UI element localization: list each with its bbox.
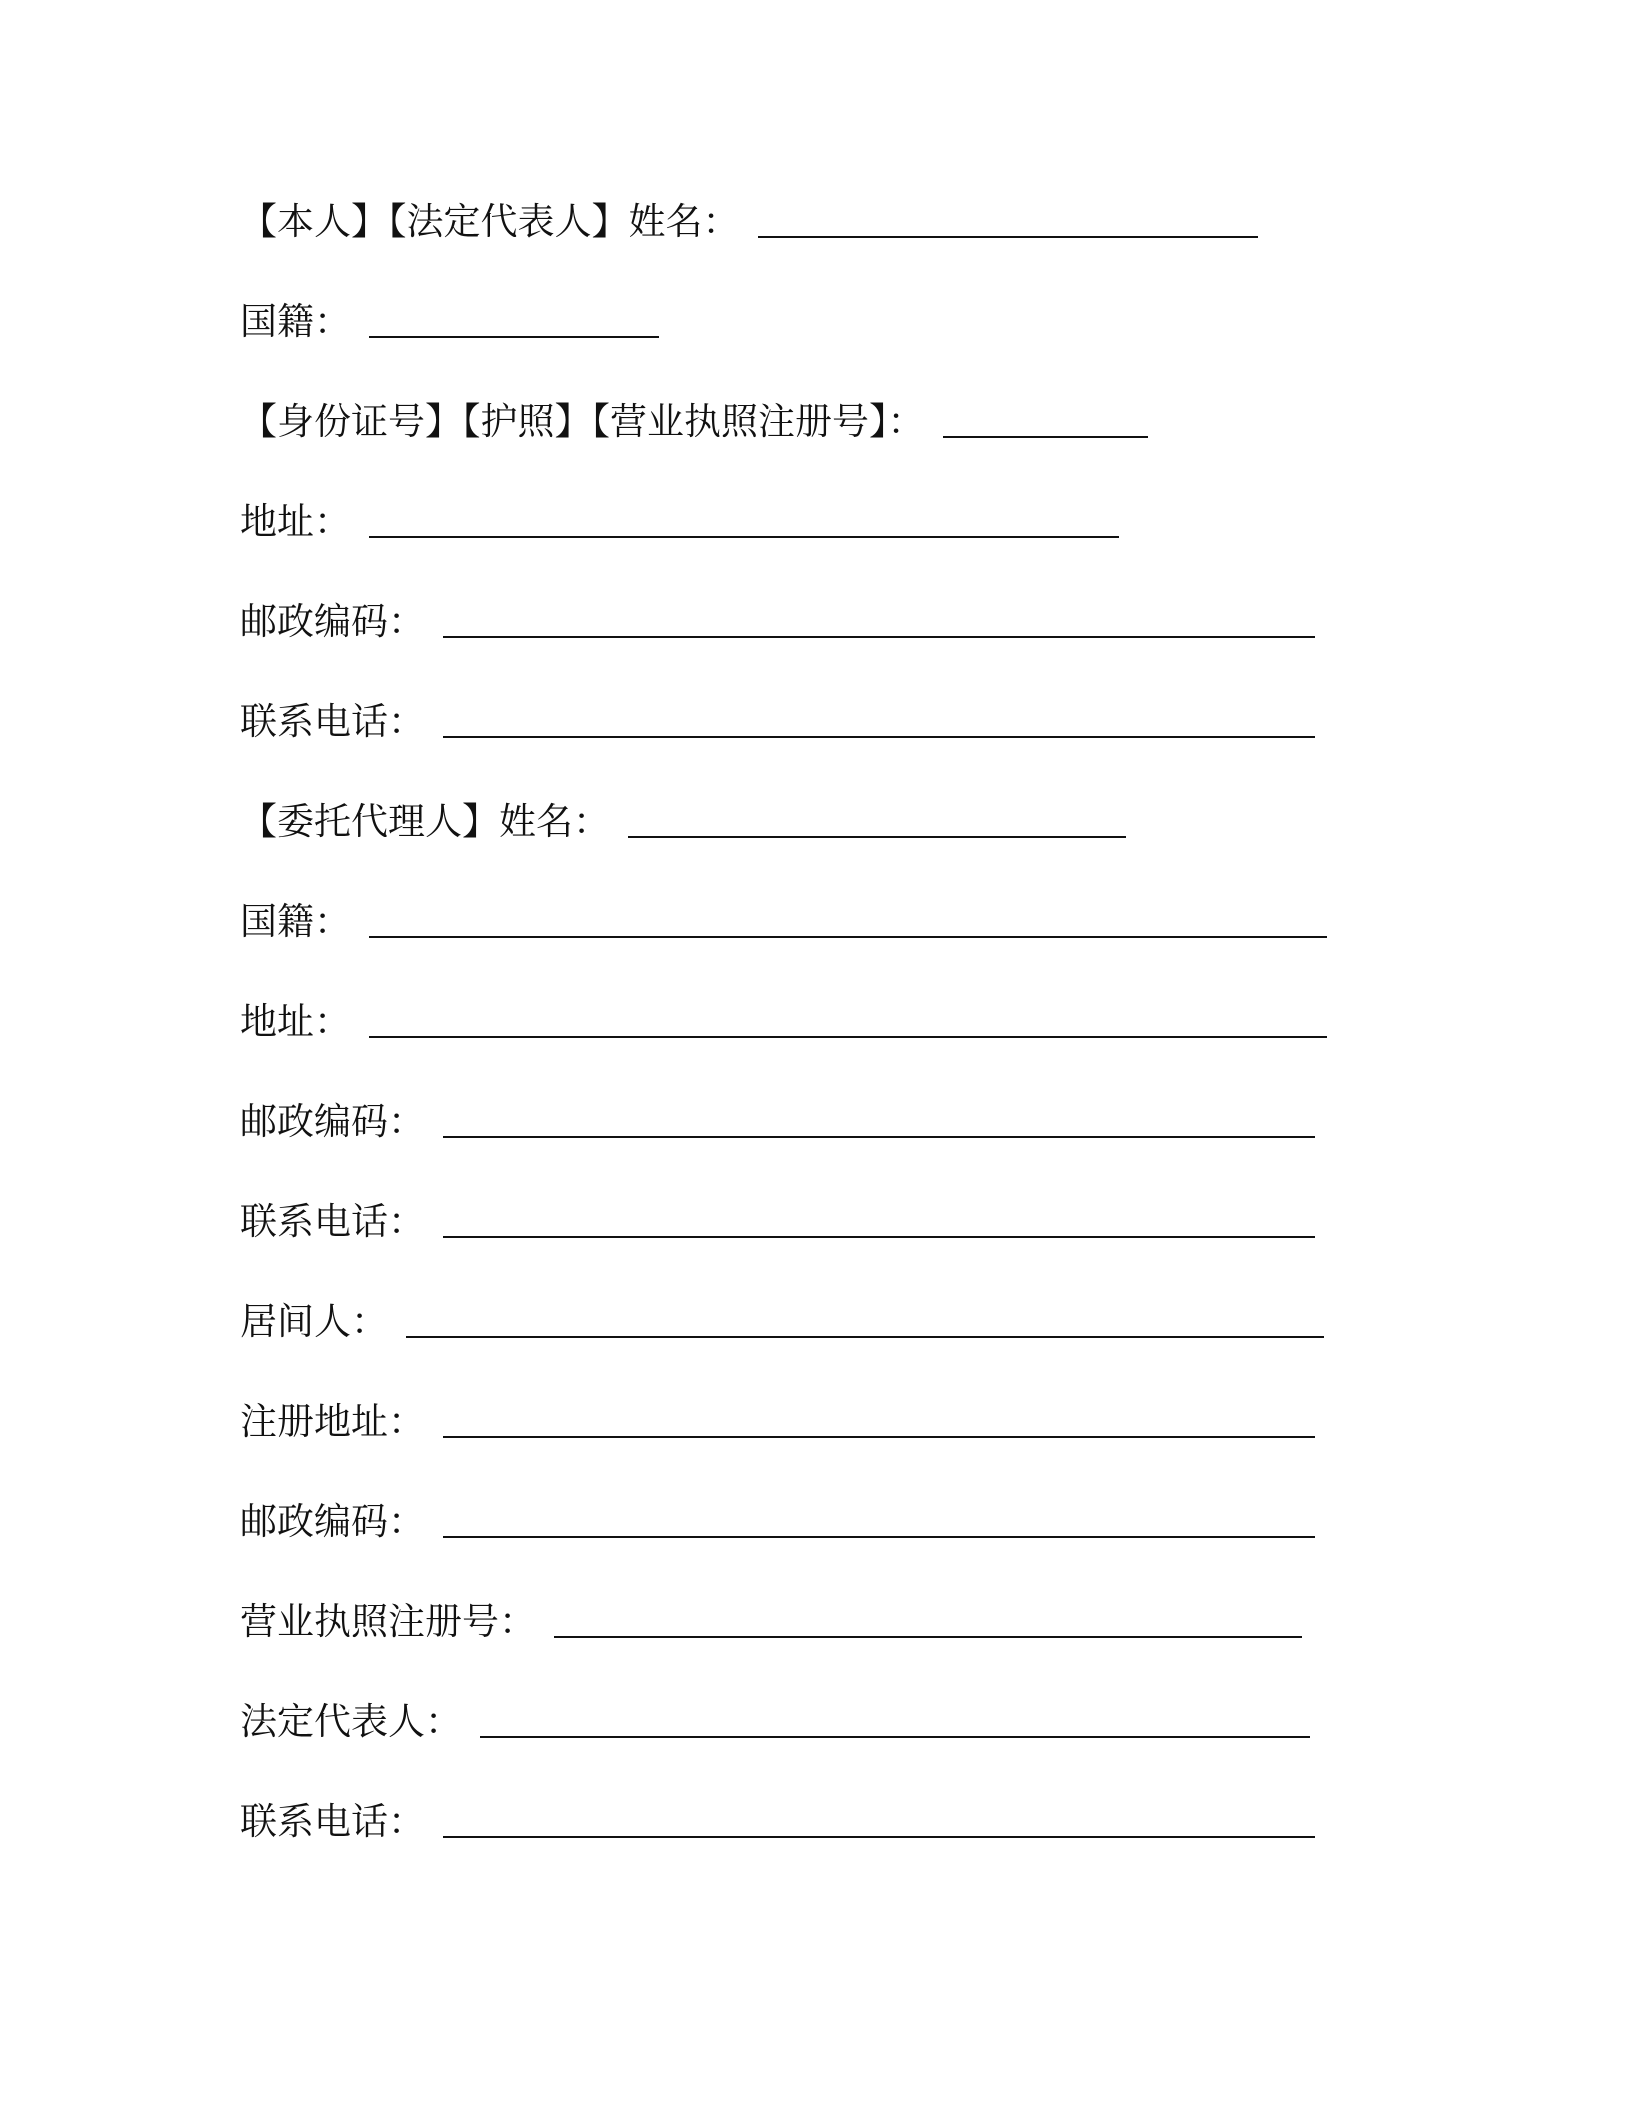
principal-postcode-blank[interactable]: [443, 636, 1315, 638]
intermediary-phone-line: [240, 1792, 1315, 1852]
intermediary-blank[interactable]: [406, 1336, 1324, 1338]
intermediary-postcode-label: 邮政编码：: [240, 1500, 425, 1543]
principal-postcode-line: [240, 592, 1315, 652]
intermediary-legal-rep-line: [240, 1692, 1310, 1752]
principal-phone-label: 联系电话：: [240, 700, 425, 743]
intermediary-postcode-blank[interactable]: [443, 1536, 1315, 1538]
intermediary-license-label: 营业执照注册号：: [240, 1600, 536, 1643]
principal-name-label: 【本人】【法定代表人】姓名：: [240, 200, 740, 243]
agent-name-line: [240, 792, 1126, 852]
principal-id-label: 【身份证号】【护照】【营业执照注册号】：: [240, 400, 925, 443]
agent-nationality-label: 国籍：: [240, 900, 351, 943]
agent-postcode-line: [240, 1092, 1315, 1152]
agent-postcode-blank[interactable]: [443, 1136, 1315, 1138]
principal-nationality-line: [240, 292, 659, 352]
intermediary-label: 居间人：: [240, 1300, 388, 1343]
principal-address-line: [240, 492, 1119, 552]
intermediary-legal-rep-label: 法定代表人：: [240, 1700, 462, 1743]
intermediary-address-blank[interactable]: [443, 1436, 1315, 1438]
intermediary-address-line: [240, 1392, 1315, 1452]
agent-address-line: [240, 992, 1327, 1052]
principal-phone-line: [240, 692, 1315, 752]
principal-postcode-label: 邮政编码：: [240, 600, 425, 643]
agent-address-blank[interactable]: [369, 1036, 1327, 1038]
principal-nationality-blank[interactable]: [369, 336, 659, 338]
agent-nationality-blank[interactable]: [369, 936, 1327, 938]
agent-name-label: 【委托代理人】姓名：: [240, 800, 610, 843]
agent-name-blank[interactable]: [628, 836, 1126, 838]
intermediary-phone-blank[interactable]: [443, 1836, 1315, 1838]
agent-phone-blank[interactable]: [443, 1236, 1315, 1238]
principal-address-blank[interactable]: [369, 536, 1119, 538]
principal-id-line: [240, 392, 1148, 452]
intermediary-legal-rep-blank[interactable]: [480, 1736, 1310, 1738]
principal-name-line: [240, 192, 1258, 252]
intermediary-line: [240, 1292, 1324, 1352]
intermediary-license-blank[interactable]: [554, 1636, 1302, 1638]
principal-name-blank[interactable]: [758, 236, 1258, 238]
intermediary-address-label: 注册地址：: [240, 1400, 425, 1443]
agent-postcode-label: 邮政编码：: [240, 1100, 425, 1143]
principal-id-blank[interactable]: [943, 436, 1148, 438]
principal-nationality-label: 国籍：: [240, 300, 351, 343]
intermediary-postcode-line: [240, 1492, 1315, 1552]
principal-address-label: 地址：: [240, 500, 351, 543]
principal-phone-blank[interactable]: [443, 736, 1315, 738]
intermediary-phone-label: 联系电话：: [240, 1800, 425, 1843]
agent-phone-line: [240, 1192, 1315, 1252]
agent-phone-label: 联系电话：: [240, 1200, 425, 1243]
intermediary-license-line: [240, 1592, 1302, 1652]
agent-nationality-line: [240, 892, 1327, 952]
agent-address-label: 地址：: [240, 1000, 351, 1043]
